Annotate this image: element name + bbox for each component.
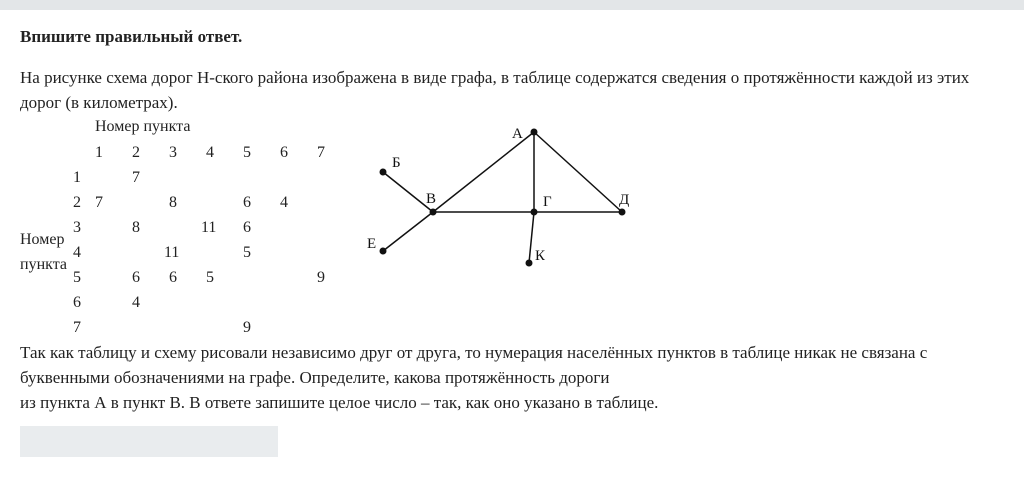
- table-cell: 5: [206, 269, 214, 286]
- task-heading: Впишите правильный ответ.: [20, 27, 243, 46]
- table-col-number: 1: [95, 144, 103, 161]
- table-cell: 11: [201, 219, 217, 236]
- table-row-number: 5: [73, 269, 81, 286]
- table-cell: 6: [132, 269, 140, 286]
- table-cell: 6: [169, 269, 177, 286]
- table-row-number: 1: [73, 169, 81, 186]
- graph-node: [380, 248, 387, 255]
- table-col-number: 3: [169, 144, 177, 161]
- road-graph: [360, 118, 660, 278]
- graph-node-label: А: [512, 126, 523, 142]
- table-col-number: 6: [280, 144, 288, 161]
- table-row-header: пункта: [20, 256, 67, 273]
- table-cell: 8: [132, 219, 140, 236]
- graph-edge: [383, 212, 433, 251]
- graph-node: [531, 209, 538, 216]
- table-col-header: Номер пункта: [95, 118, 191, 135]
- outro-line: из пункта А в пункт В. В ответе запишите целое число – так, как оно указано в таблице.: [20, 393, 659, 412]
- graph-node-label: Г: [543, 194, 552, 210]
- table-col-number: 4: [206, 144, 214, 161]
- table-row-number: 3: [73, 219, 81, 236]
- graph-node-label: Е: [367, 236, 377, 252]
- graph-node: [619, 209, 626, 216]
- outro-line: буквенными обозначениями на графе. Определите, какова протяжённость дороги: [20, 368, 610, 387]
- table-cell: 6: [243, 194, 251, 211]
- table-row-number: 4: [73, 244, 81, 261]
- graph-edge: [433, 132, 534, 212]
- table-row-number: 7: [73, 319, 81, 336]
- table-cell: 6: [243, 219, 251, 236]
- answer-input[interactable]: [20, 426, 278, 457]
- table-col-number: 5: [243, 144, 251, 161]
- graph-node: [531, 129, 538, 136]
- task-intro: На рисунке схема дорог Н-ского района изображена в виде графа, в таблице содержатся сведения о протяжённости каждой из этих дорог (в километрах).: [20, 68, 970, 112]
- graph-node: [526, 260, 533, 267]
- graph-node: [430, 209, 437, 216]
- table-cell: 7: [95, 194, 103, 211]
- graph-node: [380, 169, 387, 176]
- table-row-number: 2: [73, 194, 81, 211]
- outro-line: Так как таблицу и схему рисовали независимо друг от друга, то нумерация населённых пунктов в таблице никак не связана с: [20, 343, 928, 362]
- table-cell: 4: [280, 194, 288, 211]
- table-row-number: 6: [73, 294, 81, 311]
- task-outro: [20, 340, 1010, 415]
- graph-node-label: К: [535, 248, 546, 264]
- graph-node-label: В: [426, 191, 437, 207]
- table-cell: 11: [164, 244, 180, 261]
- table-cell: 9: [243, 319, 251, 336]
- graph-node-label: Д: [619, 192, 630, 208]
- table-row-header: Номер: [20, 231, 65, 248]
- graph-node-label: Б: [392, 155, 401, 171]
- table-cell: 8: [169, 194, 177, 211]
- distance-table: [0, 0, 360, 340]
- table-col-number: 7: [317, 144, 325, 161]
- table-cell: 9: [317, 269, 325, 286]
- table-cell: 7: [132, 169, 140, 186]
- graph-edge: [529, 212, 534, 263]
- table-cell: 5: [243, 244, 251, 261]
- table-col-number: 2: [132, 144, 140, 161]
- table-cell: 4: [132, 294, 140, 311]
